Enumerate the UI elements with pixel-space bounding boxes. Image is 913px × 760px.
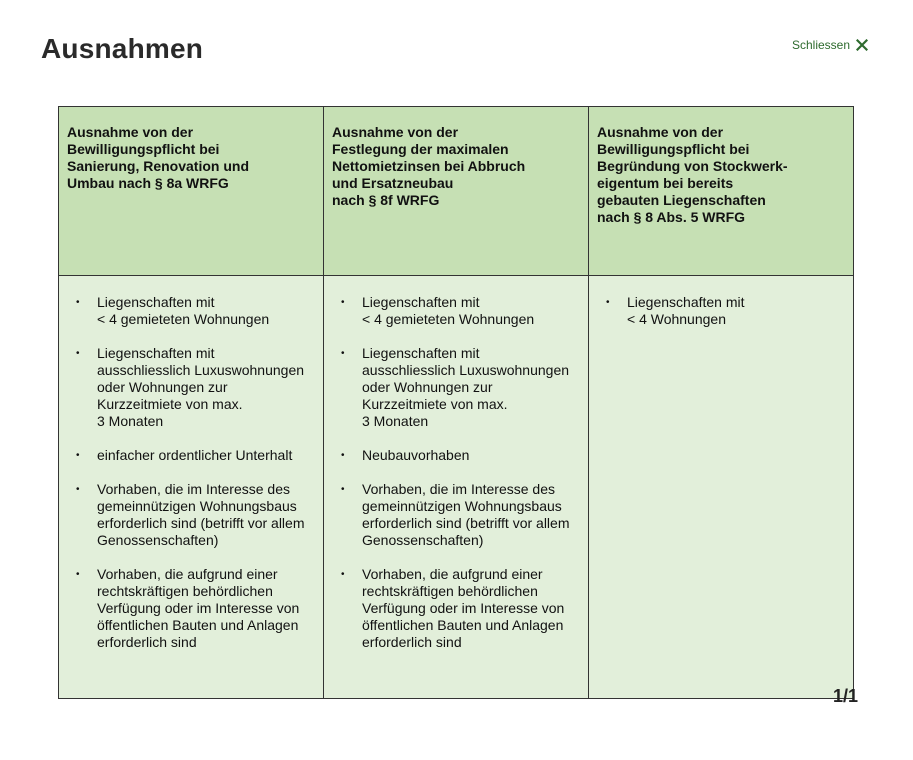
list-item: • einfacher ordentlicher Unterhalt	[67, 447, 315, 464]
list-item: • Liegenschaften mit < 4 gemieteten Wohnungen	[332, 294, 580, 328]
column-header-8a: Ausnahme von der Bewilligungspflicht bei Sanierung, Renovation und Umbau nach § 8a WRFG	[59, 107, 324, 276]
column-cell-8-abs5	[589, 276, 854, 699]
bullet-list	[332, 294, 580, 651]
page-indicator: 1/1	[833, 686, 859, 706]
close-icon	[856, 39, 868, 51]
column-header-8-abs5: Ausnahme von der Bewilligungspflicht bei Begründung von Stockwerk- eigentum bei bereits gebauten Liegenschaften nach § 8 Abs. 5 WRFG	[589, 107, 854, 276]
column-header-8f: Ausnahme von der Festlegung der maximalen Nettomietzinsen bei Abbruch und Ersatzneubau nach § 8f WRFG	[324, 107, 589, 276]
table-header-row	[59, 107, 854, 276]
list-item: • Vorhaben, die aufgrund einer rechtskräftigen behördlichen Verfügung oder im Interesse von öffentlichen Bauten und Anlagen erforderlich sind	[332, 566, 580, 651]
list-item: • Vorhaben, die aufgrund einer rechtskräftigen behördlichen Verfügung oder im Interesse von öffentlichen Bauten und Anlagen erforderlich sind	[67, 566, 315, 651]
list-item: • Liegenschaften mit < 4 Wohnungen	[597, 294, 845, 328]
exceptions-table	[58, 106, 854, 699]
close-button[interactable]	[792, 38, 868, 52]
list-item: • Vorhaben, die im Interesse des gemeinnützigen Wohnungsbaus erforderlich sind (betrifft vor allem Genossenschaften)	[67, 481, 315, 549]
table-row	[59, 276, 854, 699]
close-label: Schliessen	[792, 38, 851, 52]
list-item: • Vorhaben, die im Interesse des gemeinnützigen Wohnungsbaus erforderlich sind (betrifft vor allem Genossenschaften)	[332, 481, 580, 549]
column-cell-8a	[59, 276, 324, 699]
page-title: Ausnahmen	[41, 33, 204, 64]
bullet-list	[67, 294, 315, 651]
list-item: • Liegenschaften mit ausschliesslich Luxuswohnungen oder Wohnungen zur Kurzzeitmiete von max. 3 Monaten	[67, 345, 315, 430]
column-cell-8f	[324, 276, 589, 699]
list-item: • Neubauvorhaben	[332, 447, 580, 464]
list-item: • Liegenschaften mit ausschliesslich Luxuswohnungen oder Wohnungen zur Kurzzeitmiete von max. 3 Monaten	[332, 345, 580, 430]
bullet-list	[597, 294, 845, 328]
list-item: • Liegenschaften mit < 4 gemieteten Wohnungen	[67, 294, 315, 328]
